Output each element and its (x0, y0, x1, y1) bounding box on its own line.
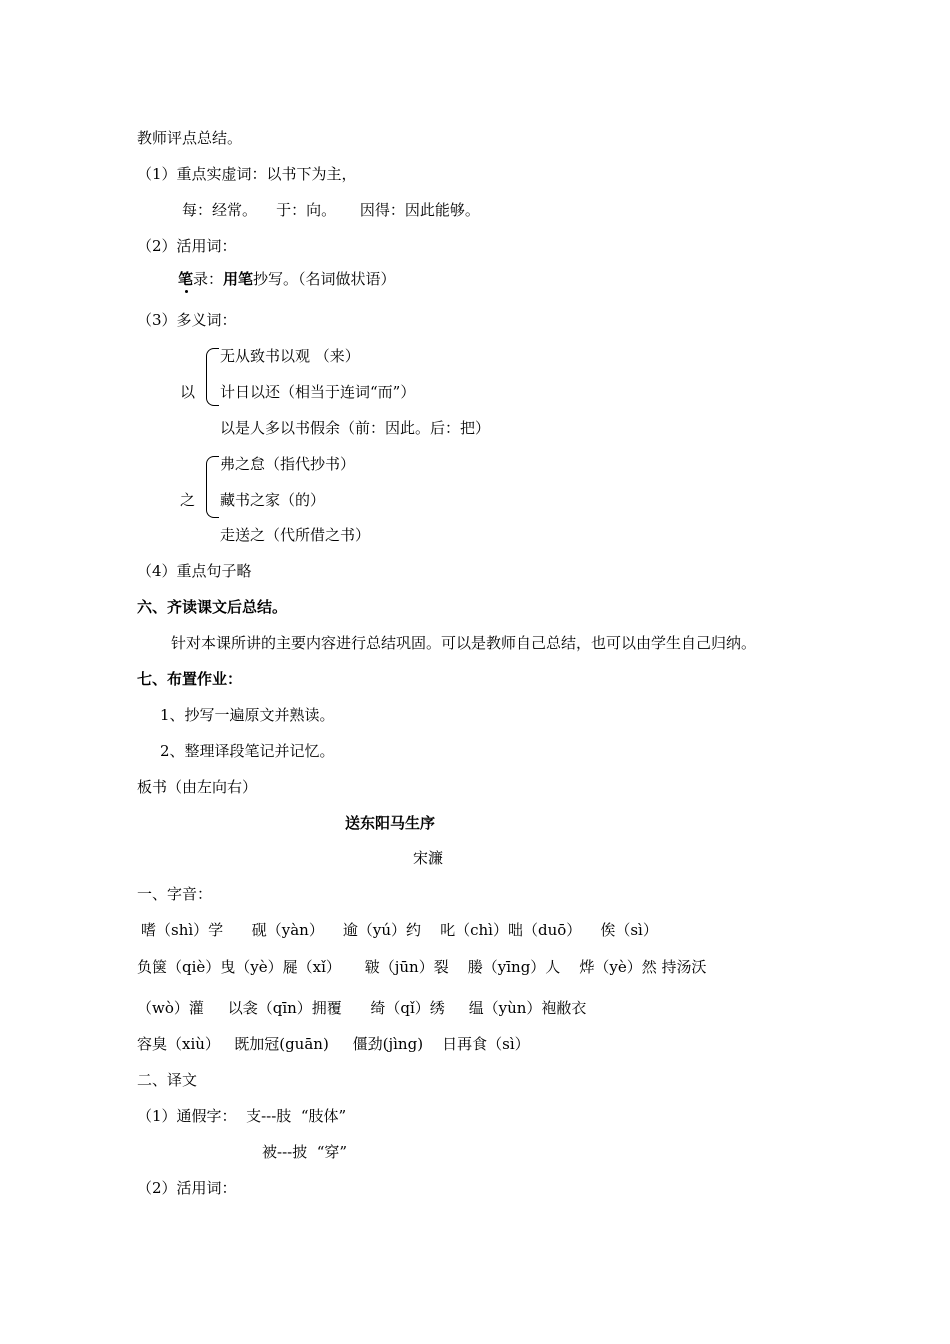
brace-bracket (206, 348, 219, 406)
text-line: 一、字音： (137, 885, 213, 903)
text-line: 弗之怠（指代抄书） (220, 455, 356, 473)
text-line: 板书（由左向右） (137, 778, 258, 796)
board-author: 宋濂 (413, 849, 444, 867)
text-line: 被---披 “穿” (262, 1143, 348, 1161)
brace-label: 以 (180, 383, 196, 401)
pinyin-line: 负箧（qiè）曳（yè）屣（xǐ） 皲（jūn）裂 媵（yīng）人 烨（yè）然 持汤沃 (137, 958, 707, 976)
text-line: 针对本课所讲的主要内容进行总结巩固。可以是教师自己总结，也可以由学生自己归纳。 (171, 634, 757, 652)
text-line: （2）活用词： (137, 237, 237, 255)
board-title: 送东阳马生序 (345, 814, 436, 832)
text-line: 1、抄写一遍原文并熟读。 (160, 706, 335, 724)
section-heading: 七、布置作业： (137, 670, 243, 688)
text-line: （1）重点实虚词：以书下为主， (137, 165, 357, 183)
text-line: （2）活用词： (137, 1179, 237, 1197)
text-line: （4）重点句子略 (137, 562, 252, 580)
text-line: （3）多义词： (137, 311, 237, 329)
text-line: （1）通假字： 支---肢 “肢体” (137, 1107, 347, 1125)
text-line: 无从致书以观 （来） (220, 347, 360, 365)
text-line: 每：经常。 于：向。 因得：因此能够。 (182, 201, 480, 219)
pinyin-line: 嗜（shì）学 砚（yàn） 逾（yú）约 叱（chì）咄（duō） 俟（sì） (141, 921, 658, 939)
emphasis-char: 笔 (178, 270, 194, 288)
text-line: 二、译文 (137, 1071, 198, 1089)
pinyin-line: 容臭（xiù） 既加冠(guān) 僵劲(jìng) 日再食（sì） (137, 1035, 530, 1053)
text-line: 藏书之家（的） (220, 491, 326, 509)
text-span: 录： (193, 270, 224, 288)
brace-label: 之 (180, 491, 196, 509)
section-heading: 六、齐读课文后总结。 (137, 598, 288, 616)
emphasis-text: 用笔 (223, 270, 254, 288)
brace-bracket (206, 456, 219, 518)
pinyin-line: （wò）灌 以衾（qīn）拥覆 绮（qǐ）绣 缊（yùn）袍敝衣 (137, 999, 587, 1017)
text-line (178, 269, 396, 289)
text-line: 2、整理译段笔记并记忆。 (160, 742, 335, 760)
text-line: 以是人多以书假余（前：因此。后：把） (220, 419, 491, 437)
text-line: 走送之（代所借之书） (220, 526, 371, 544)
text-line: 教师评点总结。 (137, 129, 243, 147)
text-span: 抄写。（名词做状语） (253, 270, 396, 288)
text-line: 计日以还（相当于连词“而”） (220, 383, 416, 401)
